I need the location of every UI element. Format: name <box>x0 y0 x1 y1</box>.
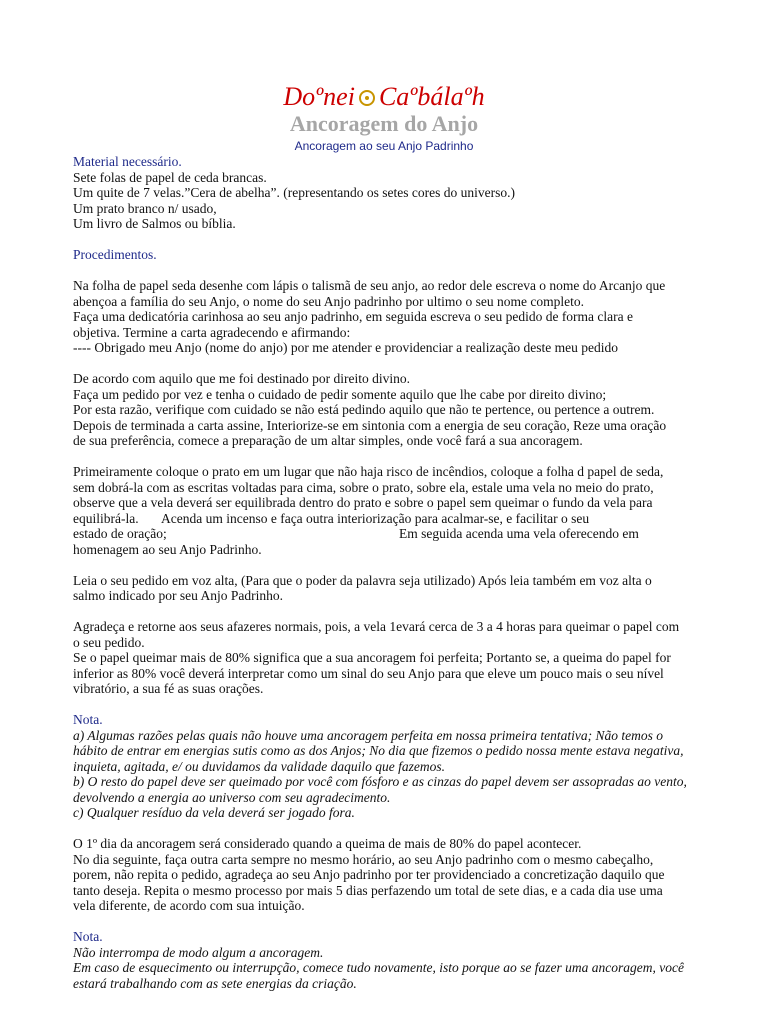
note-heading: Nota. <box>73 929 103 944</box>
paragraph-line: tanto deseja. Repita o mesmo processo por mais 5 dias perfazendo um total de sete dias, e a cada dia use uma <box>73 882 663 898</box>
paragraph-line: o seu pedido. <box>73 634 145 650</box>
note-line: b) O resto do papel deve ser queimado por você com fósforo e as cinzas do papel devem ser assopradas ao vento, <box>73 774 687 789</box>
paragraph-line: porem, não repita o pedido, agradeça ao seu Anjo padrinho por ter providenciado a concretização daquilo que <box>73 867 665 882</box>
page-title: Ancoragem do Anjo <box>289 111 479 136</box>
line-segment: equilibrá-la. <box>73 510 139 526</box>
paragraph-line <box>73 526 713 542</box>
document-body <box>73 154 713 991</box>
note-heading: Nota. <box>73 712 103 727</box>
material-line: Sete folas de papel de ceda brancas. <box>73 169 267 185</box>
paragraph-line: salmo indicado por seu Anjo Padrinho. <box>73 588 283 603</box>
material-line: Um livro de Salmos ou bíblia. <box>73 216 236 231</box>
paragraph-line: Por esta razão, verifique com cuidado se não está pedindo aquilo que não te pertence, ou pertence a outrem. <box>73 402 655 417</box>
paragraph-line: Se o papel queimar mais de 80% significa que a sua ancoragem foi perfeita; Portanto se, a queima do papel for <box>73 650 671 665</box>
paragraph-line: Agradeça e retorne aos seus afazeres normais, pois, a vela 1evará cerca de 3 a 4 horas para queimar o papel com <box>73 619 680 634</box>
paragraph-line: Leia o seu pedido em voz alta, (Para que o poder da palavra seja utilizado) Após leia também em voz alta o <box>73 572 652 588</box>
paragraph-line: inferior as 80% você deverá interpretar como um sinal do seu Anjo para que eleve um pouco mais o seu nível <box>73 665 664 681</box>
paragraph-line: vibratório, a sua fé as suas orações. <box>73 681 264 696</box>
line-segment: Em seguida acenda uma vela oferecendo em <box>399 526 639 541</box>
paragraph-line: O 1º dia da ancoragem será considerado quando a queima de mais de 80% do papel acontecer. <box>73 836 582 851</box>
paragraph-line: sem dobrá-la com as escritas voltadas para cima, sobre o prato, sobre ela, estale uma vela no meio do prato, <box>73 479 654 495</box>
procedures-heading: Procedimentos. <box>73 247 157 262</box>
materials-heading: Material necessário. <box>73 154 182 169</box>
note-line: c) Qualquer resíduo da vela deverá ser jogado fora. <box>73 805 355 820</box>
note-line: Não interrompa de modo algum a ancoragem. <box>73 944 324 960</box>
paragraph-line: objetiva. Termine a carta agradecendo e afirmando: <box>73 324 351 340</box>
paragraph-line: observe que a vela deverá ser equilibrada dentro do prato e sobre o papel sem queimar o fundo da vela para <box>73 495 653 510</box>
paragraph-line: de sua preferência, comece a preparação de um altar simples, onde você fará a sua ancoragem. <box>73 433 583 448</box>
paragraph-line: Na folha de papel seda desenhe com lápis o talismã de seu anjo, ao redor dele escreva o nome do Arcanjo que <box>73 278 666 293</box>
page-subtitle: Ancoragem ao seu Anjo Padrinho <box>294 139 474 153</box>
paragraph-line: Depois de terminada a carta assine, Interiorize-se em sintonia com a energia de seu coração, Reze uma oração <box>73 417 667 433</box>
paragraph-line: homenagem ao seu Anjo Padrinho. <box>73 541 262 557</box>
material-line: Um prato branco n/ usado, <box>73 200 217 216</box>
paragraph-line: Faça um pedido por vez e tenha o cuidado de pedir somente aquilo que lhe cabe por direito divino; <box>73 386 607 402</box>
paragraph-line: abençoa a família do seu Anjo, o nome do seu Anjo padrinho por ultimo o seu nome completo. <box>73 293 585 309</box>
brand-right: Caºbálaºh <box>378 82 485 111</box>
note-line: estará trabalhando com as sete energias da criação. <box>73 975 357 991</box>
note-line: inquieta, agitada, e/ ou duvidamos da validade daquilo que fazemos. <box>73 758 445 774</box>
circled-dot-icon <box>359 90 375 106</box>
paragraph-line: De acordo com aquilo que me foi destinado por direito divino. <box>73 371 411 386</box>
note-line: Em caso de esquecimento ou interrupção, comece tudo novamente, isto porque ao se fazer uma ancoragem, você <box>73 960 684 975</box>
material-line: Um quite de 7 velas.”Cera de abelha”. (representando os setes cores do universo.) <box>73 185 515 200</box>
note-line: hábito de entrar em energias sutis como as dos Anjos; No dia que fizemos o pedido nossa mente estava negativa, <box>73 743 684 758</box>
paragraph-line: Faça uma dedicatória carinhosa ao seu anjo padrinho, em seguida escreva o seu pedido de forma clara e <box>73 309 634 324</box>
paragraph-line <box>73 511 713 527</box>
note-line: a) Algumas razões pelas quais não houve uma ancoragem perfeita em nossa primeira tentativa; Não temos o <box>73 727 663 743</box>
brand-left: Doºnei <box>283 82 355 111</box>
line-segment: estado de oração; <box>73 526 167 541</box>
paragraph-line: No dia seguinte, faça outra carta sempre no mesmo horário, ao seu Anjo padrinho com o mesmo cabeçalho, <box>73 851 654 867</box>
brand-logo <box>0 82 768 112</box>
paragraph-line: vela diferente, de acordo com sua intuição. <box>73 898 305 913</box>
note-line: devolvendo a energia ao universo com seu agradecimento. <box>73 789 391 805</box>
paragraph-line: Primeiramente coloque o prato em um lugar que não haja risco de incêndios, coloque a folha d papel de seda, <box>73 464 664 479</box>
line-segment: Acenda um incenso e faça outra interiorização para acalmar-se, e facilitar o seu <box>161 510 590 526</box>
paragraph-line: ---- Obrigado meu Anjo (nome do anjo) por me atender e providenciar a realização deste meu pedido <box>73 340 619 355</box>
